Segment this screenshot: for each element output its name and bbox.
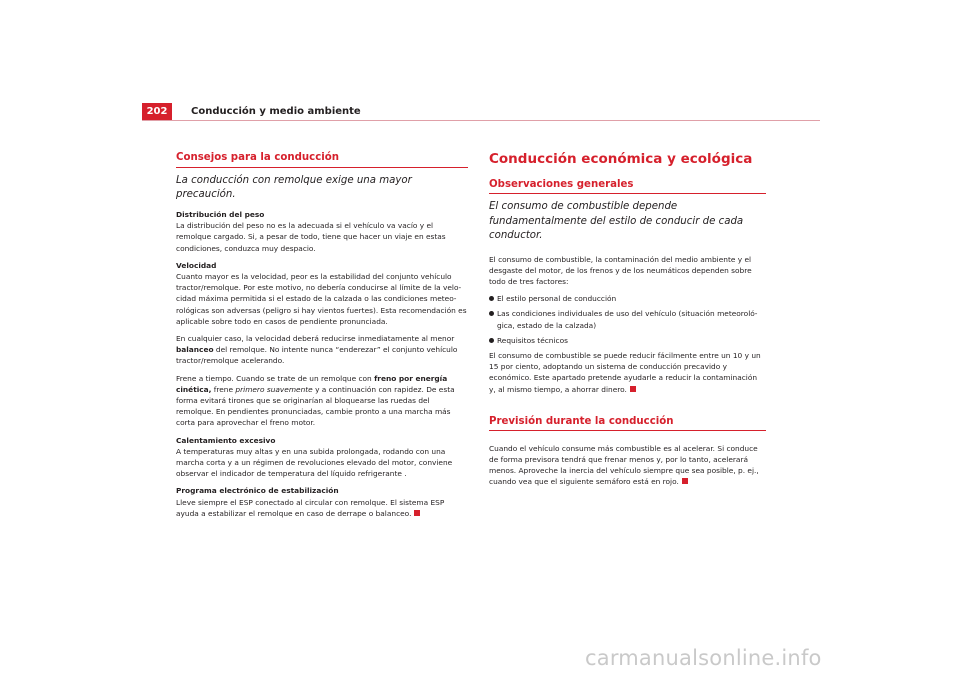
heading-weight: Distribución del peso bbox=[176, 210, 265, 219]
list-item bbox=[489, 335, 766, 346]
heading-speed: Velocidad bbox=[176, 260, 217, 270]
watermark: carmanualsonline.info bbox=[585, 646, 822, 670]
bullet-icon bbox=[489, 296, 494, 301]
right-column bbox=[489, 151, 766, 494]
text-brake-bold: freno por energía cinética, bbox=[176, 373, 448, 394]
text-obs-outro: El consumo de combustible se puede reducir fácilmente entre un 10 y un 15 por ciento, adoptando un sistema de conducción precavido y económico. Este apartado pretende ayudarle a reducir la contaminación y, al mismo tiempo, a ahorrar dinero. bbox=[489, 350, 761, 394]
chapter-title: Conducción y medio ambiente bbox=[191, 106, 361, 117]
text-weight: La distribución del peso no es la adecuada si el vehículo va vacío y el remolque cargado. Si, a pesar de todo, tiene que hacer un viaje en estas condiciones, conduzca muy despacio. bbox=[176, 221, 446, 253]
paragraph-overheat bbox=[176, 435, 468, 480]
paragraph-reduce bbox=[176, 333, 468, 367]
section-title-prevision: Previsión durante la conducción bbox=[489, 415, 766, 431]
paragraph-speed bbox=[176, 260, 468, 327]
list-item bbox=[489, 308, 766, 330]
list-item-text: El estilo personal de conducción bbox=[497, 294, 617, 304]
paragraph-weight bbox=[176, 209, 468, 254]
text-speed: Cuanto mayor es la velocidad, peor es la estabilidad del conjunto vehículo tractor/remolque. Por este motivo, no debería conducirse al límite de la velocidad máxima permitida si el estado de la calzada o las condiciones meteorológicas son adversas (peligro si hay vientos fuertes). Esta recomendación es aplicable sobre todo en casos de pendiente pronunciada. bbox=[176, 272, 467, 326]
text-brake-c: y a continuación con rapidez. De esta forma evitará tirones que se originarían al bloquearse las ruedas del remolque. En pendientes pronunciadas, cambie pronto a una marcha más corta para aprovechar el freno motor. bbox=[176, 384, 455, 428]
section-title-observaciones: Observaciones generales bbox=[489, 178, 766, 194]
section-title-consejos: Consejos para la conducción bbox=[176, 151, 468, 168]
text-reduce-a: En cualquier caso, la velocidad deberá reducirse inmediatamente al menor bbox=[176, 334, 455, 344]
text-overheat: A temperaturas muy altas y en una subida prolongada, rodando con una marcha corta y a un régimen de revoluciones elevado del motor, conviene observar el indicador de temperatura del líquido refrigerante . bbox=[176, 446, 453, 479]
section-subtitle-consejos: La conducción con remolque exige una mayor precaución. bbox=[176, 175, 412, 200]
list-item-text: Requisitos técnicos bbox=[497, 335, 568, 345]
text-brake-a: Frene a tiempo. Cuando se trate de un remolque con bbox=[176, 373, 375, 383]
paragraph-prevision bbox=[489, 443, 766, 488]
paragraph-obs-outro bbox=[489, 350, 766, 395]
bullet-icon bbox=[489, 311, 494, 316]
heading-esp: Programa electrónico de estabilización bbox=[176, 486, 339, 496]
text-reduce-b: del remolque. No intente nunca “enderezar” el conjunto vehículo tractor/remolque acelerando. bbox=[176, 345, 458, 366]
chapter-main-title: Conducción económica y ecológica bbox=[489, 151, 753, 167]
section-subtitle-observaciones: El consumo de combustible depende fundamentalmente del estilo de conducir de cada conductor. bbox=[489, 201, 744, 241]
bullet-icon bbox=[489, 338, 494, 343]
text-brake-italic: primero suavemente bbox=[235, 384, 313, 394]
text-prevision: Cuando el vehículo consume más combustible es al acelerar. Si conduce de forma previsora tendrá que frenar menos y, por lo tanto, acelerará menos. Aproveche la inercia del vehículo siempre que sea posible, p. ej., cuando vea que el siguiente semáforo está en rojo. bbox=[489, 443, 759, 487]
left-column bbox=[176, 151, 468, 525]
list-item-text: Las condiciones individuales de uso del vehículo (situación meteorológica, estado de la calzada) bbox=[497, 309, 758, 330]
section-end-icon bbox=[414, 510, 420, 516]
list-item bbox=[489, 293, 766, 304]
paragraph-esp bbox=[176, 485, 468, 519]
page-header bbox=[142, 103, 820, 121]
text-brake-b: frene bbox=[211, 384, 236, 394]
section-end-icon bbox=[630, 386, 636, 392]
text-esp: Lleve siempre el ESP conectado al circular con remolque. El sistema ESP ayuda a estabilizar el remolque en caso de derrape o balanceo. bbox=[176, 497, 445, 518]
heading-overheat: Calentamiento excesivo bbox=[176, 435, 276, 445]
section-end-icon bbox=[682, 478, 688, 484]
paragraph-brake bbox=[176, 373, 468, 429]
paragraph-obs-intro: El consumo de combustible, la contaminación del medio ambiente y el desgaste del motor, de los frenos y de los neumáticos dependen sobre todo de tres factores: bbox=[489, 254, 752, 286]
text-reduce-bold: balanceo bbox=[176, 345, 214, 355]
page-number: 202 bbox=[142, 103, 172, 120]
